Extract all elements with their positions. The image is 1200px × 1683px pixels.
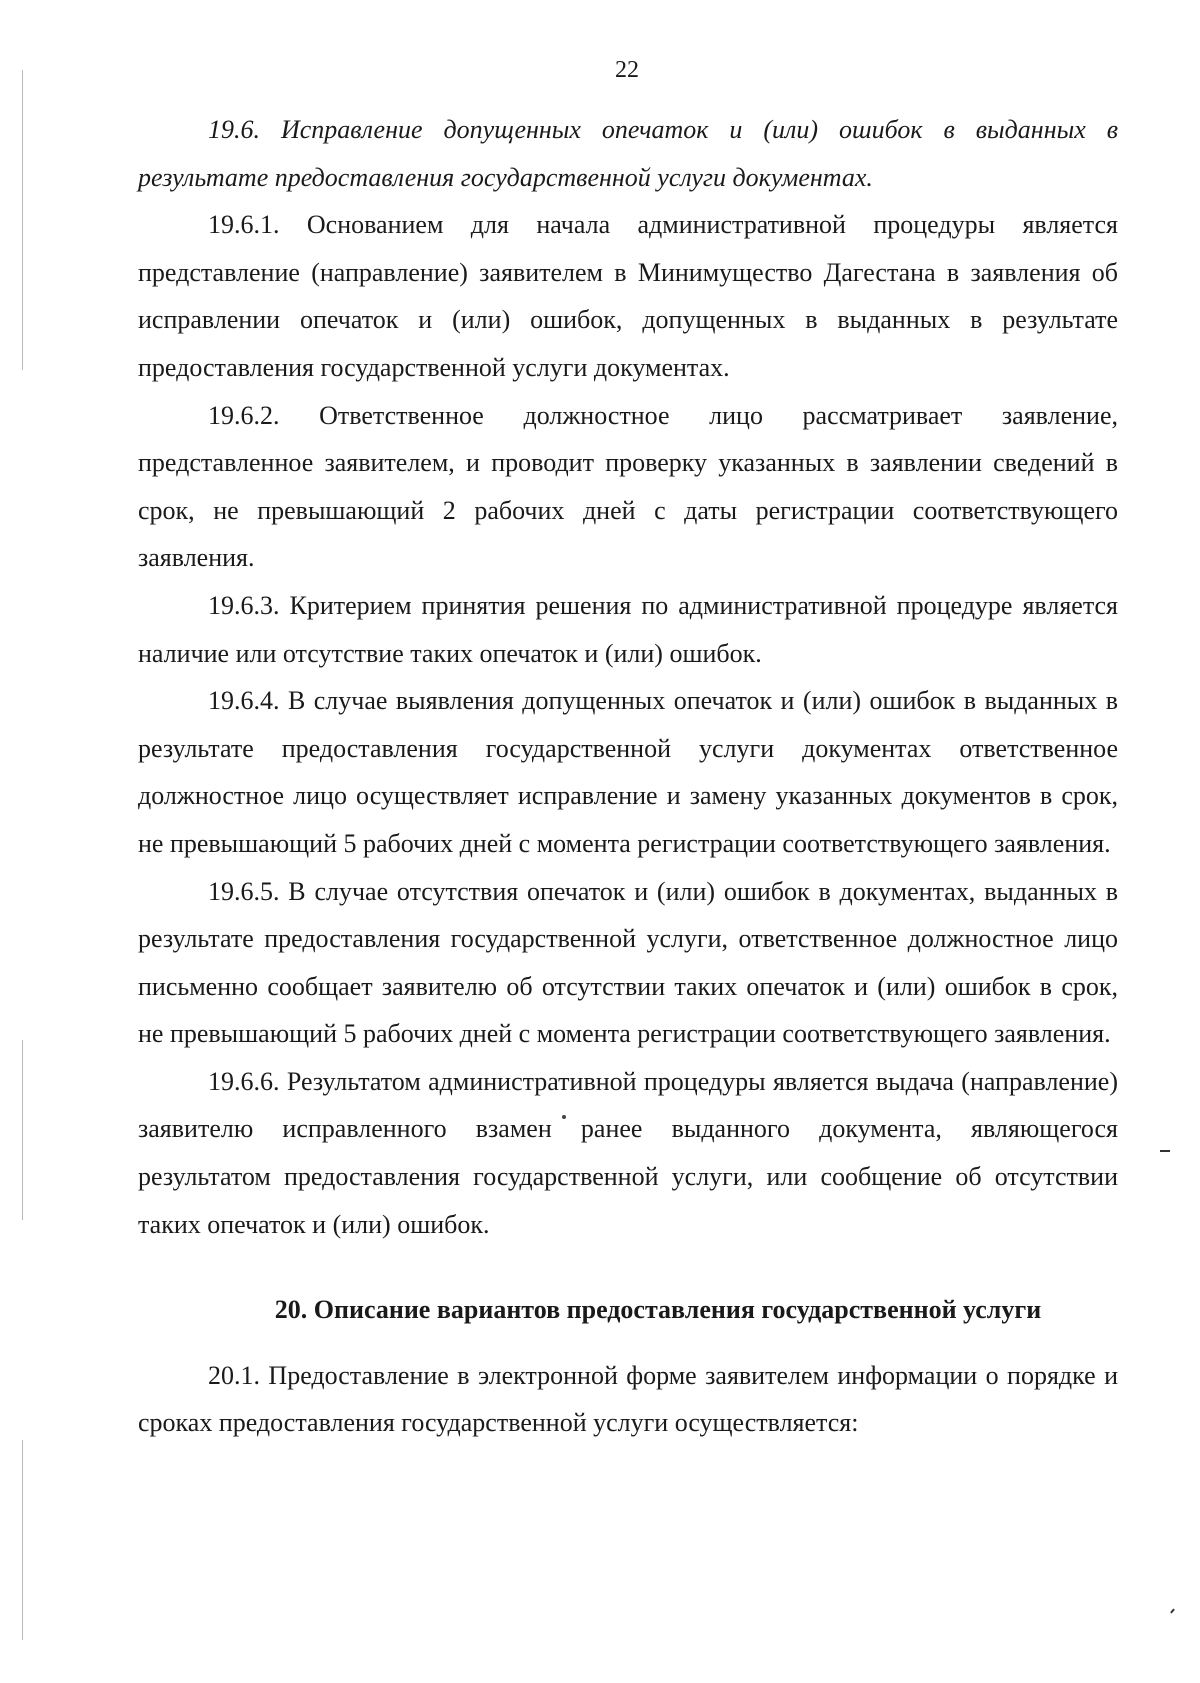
scan-margin-line (22, 1040, 23, 1220)
scan-margin-line (22, 1440, 23, 1640)
scan-dash (1170, 1608, 1175, 1613)
paragraph-19-6-4: 19.6.4. В случае выявления допущенных опечаток и (или) ошибок в выданных в результате предоставления государственной услуги документах ответственное должностное лицо осуществляет исправление и замену указанных документов в срок, не превышающий 5 рабочих дней с момента регистрации соответствующего заявления. (138, 686, 1118, 858)
section-19-6-heading: 19.6. Исправление допущенных опечаток и (или) ошибок в выданных в результате предоставления государственной услуги документах. (138, 115, 1118, 192)
paragraph-19-6-6: 19.6.6. Результатом административной процедуры является выдача (направление) заявителю исправленного взамен ранее выданного документа, являющегося результатом предоставления государственной услуги, или сообщение об отсутствии таких опечаток и (или) ошибок. (138, 1066, 1118, 1239)
scan-margin-line (22, 70, 23, 370)
page-number: 22 (615, 57, 639, 83)
paragraph-19-6-3: 19.6.3. Критерием принятия решения по административной процедуре является наличие или отсутствие таких опечаток и (или) ошибок. (138, 590, 1118, 668)
section-20-heading: 20. Описание вариантов предоставления государственной услуги (274, 1295, 1042, 1325)
paragraph-19-6-2: 19.6.2. Ответственное должностное лицо рассматривает заявление, представленное заявителем, и проводит проверку указанных в заявлении сведений в срок, не превышающий 2 рабочих дней с даты регистрации соответствующего заявления. (138, 400, 1118, 573)
paragraph-20-1: 20.1. Предоставление в электронной форме заявителем информации о порядке и сроках предоставления государственной услуги осуществляется: (138, 1360, 1118, 1438)
paragraph-19-6-5: 19.6.5. В случае отсутствия опечаток и (или) ошибок в документах, выданных в результате предоставления государственной услуги, ответственное должностное лицо письменно сообщает заявителю об отсутствии таких опечаток и (или) ошибок в срок, не превышающий 5 рабочих дней с момента регистрации соответствующего заявления. (138, 876, 1118, 1049)
document-body (138, 106, 1118, 1447)
scan-dash (1160, 1150, 1170, 1152)
paragraph-19-6-1: 19.6.1. Основанием для начала административной процедуры является представление (направление) заявителем в Минимущество Дагестана в заявления об исправлении опечаток и (или) ошибок, допущенных в выданных в результате предоставления государственной услуги документах. (138, 210, 1118, 382)
